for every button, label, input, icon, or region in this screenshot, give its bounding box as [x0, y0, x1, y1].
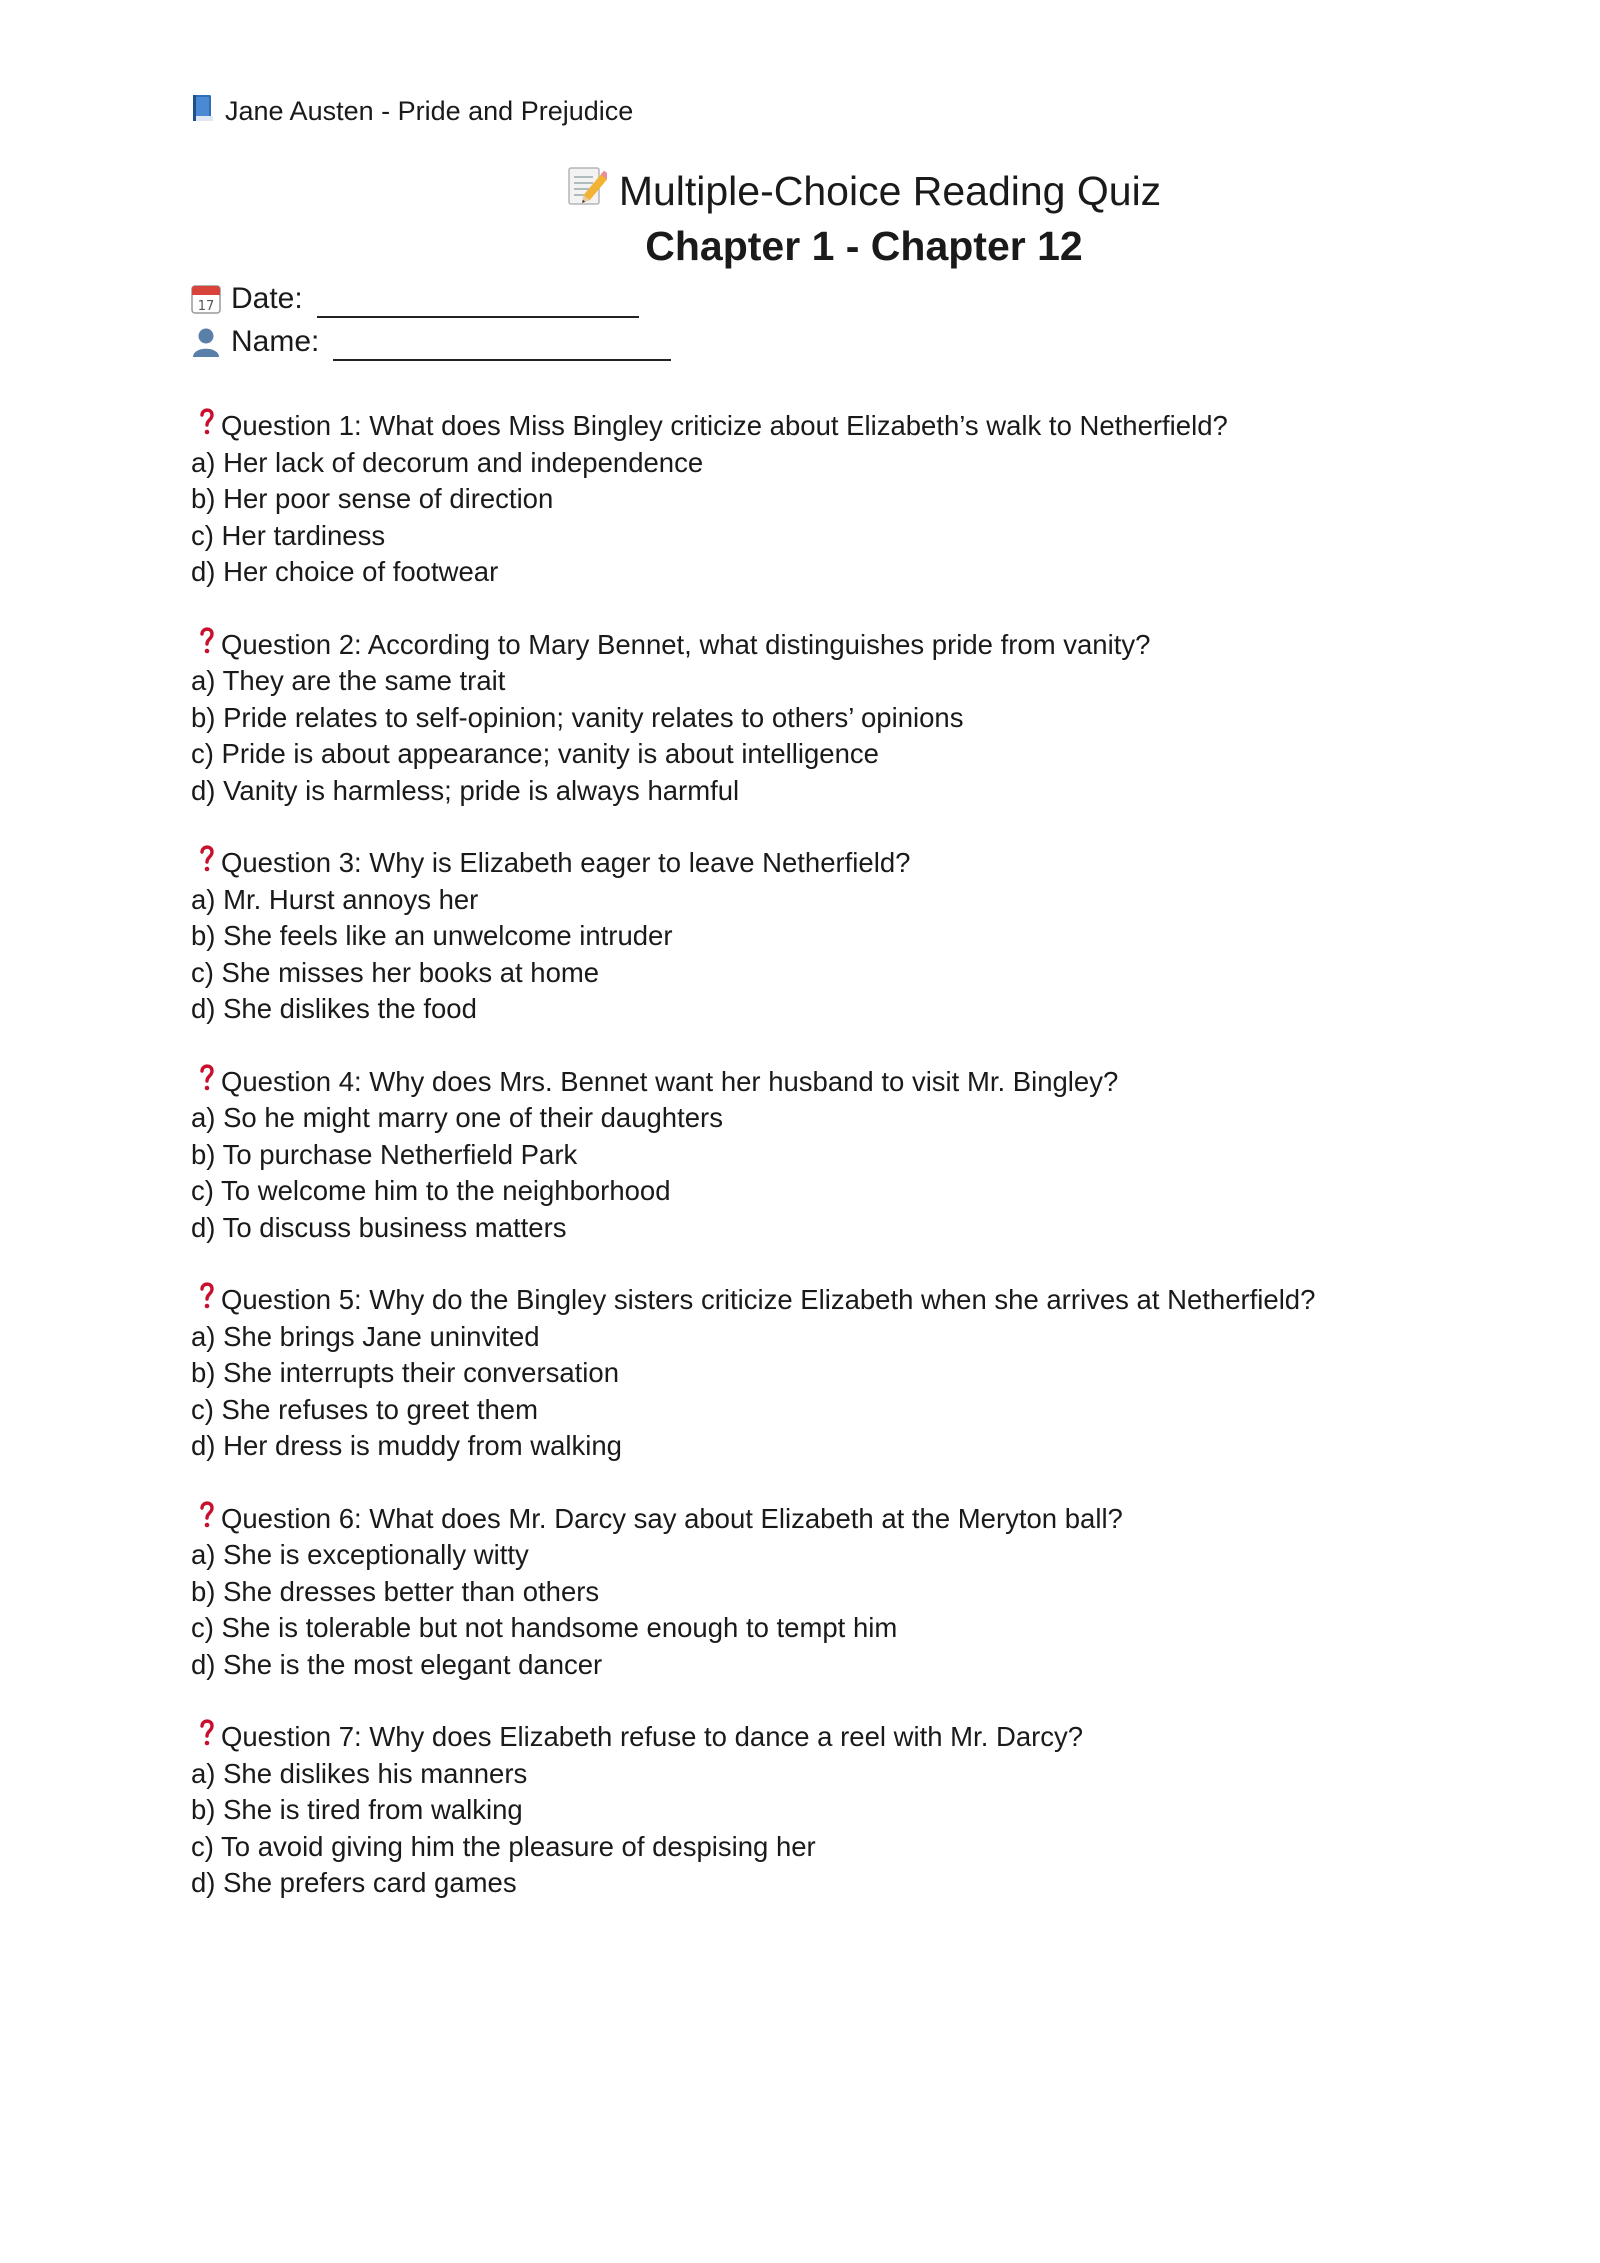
answer-option[interactable]: d) She dislikes the food — [191, 993, 477, 1024]
answer-option[interactable]: c) She refuses to greet them — [191, 1393, 538, 1425]
red-question-mark-icon — [199, 843, 215, 875]
question-block — [191, 627, 1491, 810]
answer-option[interactable]: a) Her lack of decorum and independence — [191, 446, 704, 478]
answer-option[interactable]: c) She misses her books at home — [191, 956, 600, 988]
question-title-row — [191, 627, 1491, 664]
question-text: Question 3: Why is Elizabeth eager to leave Netherfield? — [221, 847, 911, 878]
answer-option[interactable]: d) She prefers card games — [191, 1867, 517, 1898]
answer-option[interactable]: c) Pride is about appearance; vanity is about intelligence — [191, 738, 879, 769]
svg-text:17: 17 — [197, 299, 215, 314]
memo-pencil-icon — [567, 164, 607, 208]
question-title-row — [191, 1501, 1491, 1538]
answer-option[interactable]: d) She is the most elegant dancer — [191, 1648, 603, 1680]
date-label: Date: — [231, 282, 303, 315]
question-block — [191, 1501, 1491, 1684]
person-silhouette-icon — [191, 326, 221, 358]
answer-option[interactable]: d) Her dress is muddy from walking — [191, 1430, 622, 1461]
name-row — [191, 325, 671, 359]
calendar-icon — [191, 283, 221, 315]
answer-option[interactable]: a) Mr. Hurst annoys her — [191, 883, 479, 915]
question-block — [191, 1064, 1491, 1247]
answer-option[interactable]: a) She dislikes his manners — [191, 1757, 528, 1789]
answer-option[interactable]: c) She is tolerable but not handsome enough to tempt him — [191, 1612, 898, 1643]
name-label: Name: — [231, 325, 320, 358]
question-block — [191, 845, 1491, 1028]
question-title-row — [191, 1064, 1491, 1101]
answer-option[interactable]: a) So he might marry one of their daughters — [191, 1102, 723, 1133]
answer-option[interactable]: b) She feels like an unwelcome intruder — [191, 920, 673, 951]
answer-option[interactable]: b) Her poor sense of direction — [191, 483, 554, 514]
book-header — [191, 96, 633, 127]
question-block — [191, 408, 1491, 591]
red-question-mark-icon — [199, 1499, 215, 1531]
name-field[interactable] — [333, 331, 671, 361]
answer-option[interactable]: b) She dresses better than others — [191, 1575, 600, 1607]
question-list — [191, 408, 1491, 1938]
question-block — [191, 1282, 1491, 1465]
red-question-mark-icon — [199, 625, 215, 657]
answer-option[interactable]: c) To avoid giving him the pleasure of despising her — [191, 1830, 816, 1862]
book-title: Jane Austen - Pride and Prejudice — [225, 96, 634, 126]
red-question-mark-icon — [199, 1062, 215, 1094]
page-title: Multiple-Choice Reading Quiz — [618, 168, 1162, 214]
date-field[interactable] — [317, 288, 639, 318]
red-question-mark-icon — [199, 1717, 215, 1749]
question-text: Question 4: Why does Mrs. Bennet want her husband to visit Mr. Bingley? — [221, 1065, 1119, 1097]
answer-option[interactable]: a) She brings Jane uninvited — [191, 1320, 540, 1352]
date-row — [191, 282, 639, 316]
answer-option[interactable]: d) To discuss business matters — [191, 1211, 567, 1243]
question-text: Question 5: Why do the Bingley sisters criticize Elizabeth when she arrives at Netherfield? — [221, 1284, 1316, 1315]
answer-option[interactable]: b) Pride relates to self-opinion; vanity relates to others’ opinions — [191, 701, 964, 733]
question-title-row — [191, 408, 1491, 445]
answer-option[interactable]: d) Vanity is harmless; pride is always harmful — [191, 774, 740, 806]
answer-option[interactable]: b) To purchase Netherfield Park — [191, 1138, 578, 1170]
answer-option[interactable]: a) She is exceptionally witty — [191, 1539, 529, 1570]
question-title-row — [191, 845, 1491, 882]
blue-book-icon — [191, 94, 215, 122]
title-block — [0, 168, 1600, 270]
question-text: Question 1: What does Miss Bingley criticize about Elizabeth’s walk to Netherfield? — [221, 410, 1228, 441]
answer-option[interactable]: b) She interrupts their conversation — [191, 1357, 619, 1388]
answer-option[interactable]: a) They are the same trait — [191, 665, 506, 696]
answer-option[interactable]: b) She is tired from walking — [191, 1794, 523, 1825]
question-title-row — [191, 1719, 1491, 1756]
answer-option[interactable]: c) Her tardiness — [191, 519, 386, 551]
question-text: Question 7: Why does Elizabeth refuse to dance a reel with Mr. Darcy? — [221, 1721, 1084, 1752]
page-title-row — [64, 168, 1600, 215]
red-question-mark-icon — [199, 1280, 215, 1312]
page-subtitle: Chapter 1 - Chapter 12 — [645, 223, 1083, 269]
answer-option[interactable]: d) Her choice of footwear — [191, 556, 499, 587]
red-question-mark-icon — [199, 406, 215, 438]
question-title-row — [191, 1282, 1491, 1319]
question-text: Question 2: According to Mary Bennet, what distinguishes pride from vanity? — [221, 628, 1151, 660]
question-block — [191, 1719, 1491, 1902]
answer-option[interactable]: c) To welcome him to the neighborhood — [191, 1175, 671, 1206]
question-text: Question 6: What does Mr. Darcy say about Elizabeth at the Meryton ball? — [221, 1502, 1123, 1534]
